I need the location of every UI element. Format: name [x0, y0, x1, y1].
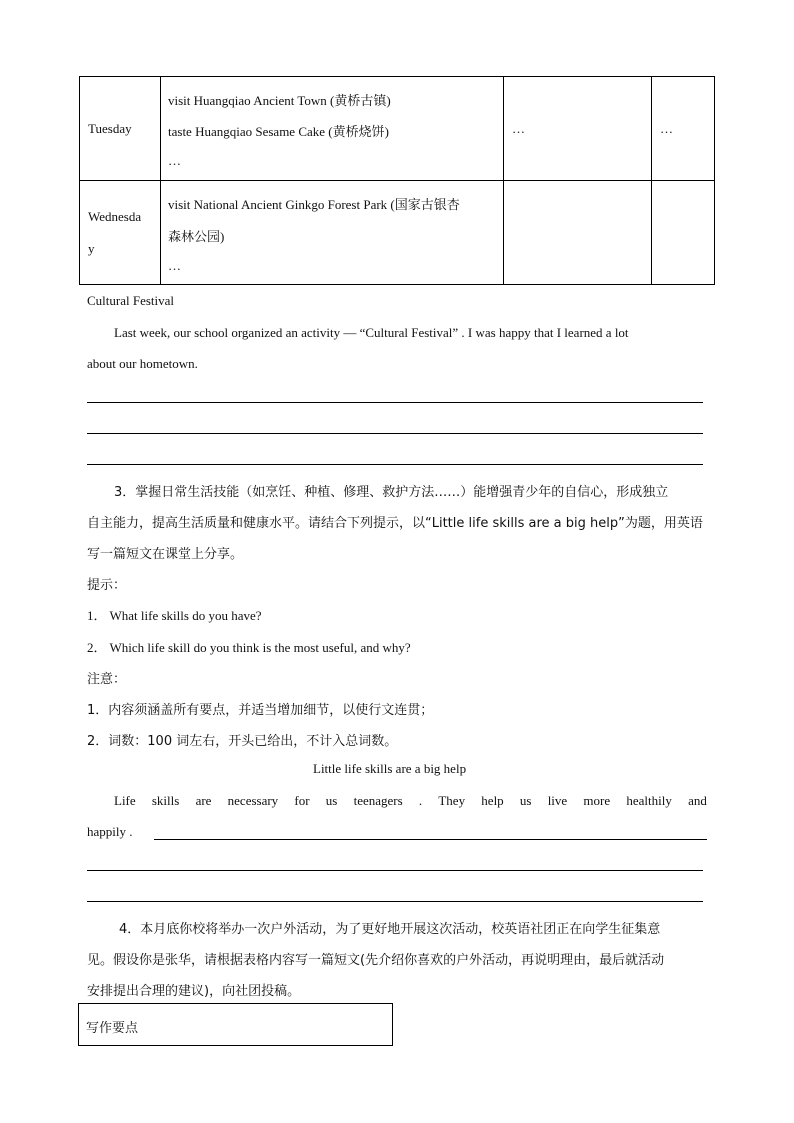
- question-intro: 4．本月底你校将举办一次户外活动，为了更好地开展这次活动，校英语社团正在向学生征集意: [119, 922, 661, 937]
- essay-word: They: [438, 793, 466, 808]
- writing-points-label: 写作要点: [86, 1021, 139, 1036]
- question-intro: 写一篇短文在课堂上分享。: [87, 547, 244, 562]
- writing-line: [87, 870, 703, 871]
- table-cell-activity: taste Huangqiao Sesame Cake (黄桥烧饼): [168, 124, 389, 139]
- table-cell: …: [512, 121, 525, 136]
- table-cell-activity: visit National Ancient Ginkgo Forest Park (国家古银杏: [168, 197, 460, 212]
- essay-word: Life: [114, 793, 136, 808]
- essay-word: necessary: [227, 793, 279, 808]
- table-cell-activity: 森林公园): [168, 229, 225, 244]
- writing-line: [87, 433, 703, 434]
- essay-word: live: [547, 793, 568, 808]
- note-item: 2．词数：100 词左右，开头已给出，不计入总词数。: [87, 734, 398, 749]
- question-intro: 3．掌握日常生活技能（如烹饪、种植、修理、救护方法……）能增强青少年的自信心，形成独立: [114, 485, 669, 500]
- essay-word: skills: [151, 793, 180, 808]
- essay-word: us: [325, 793, 338, 808]
- writing-line: [87, 901, 703, 902]
- writing-line: [87, 402, 703, 403]
- essay-word: more: [583, 793, 611, 808]
- question-intro: 见。假设你是张华，请根据表格内容写一篇短文(先介绍你喜欢的户外活动，再说明理由，最后就活动: [87, 953, 665, 968]
- hint-item: 1． What life skills do you have?: [87, 608, 262, 623]
- essay-word: healthily: [626, 793, 672, 808]
- hint-label: 提示：: [87, 578, 127, 593]
- writing-points-box: [78, 1003, 393, 1046]
- paragraph-line: about our hometown.: [87, 356, 198, 371]
- essay-line: happily .: [87, 824, 133, 839]
- paragraph-line: Last week, our school organized an activity — “Cultural Festival” . I was happy that I learned a lot: [114, 325, 629, 340]
- table-cell-day: Wednesda: [88, 209, 142, 224]
- essay-word: and: [688, 793, 707, 808]
- note-label: 注意：: [87, 672, 127, 687]
- essay-word: teenagers: [353, 793, 403, 808]
- table-cell-activity: visit Huangqiao Ancient Town (黄桥古镇): [168, 93, 391, 108]
- essay-title: Little life skills are a big help: [313, 761, 467, 776]
- table-cell-day: y: [88, 241, 95, 256]
- section-title: Cultural Festival: [87, 293, 175, 308]
- question-intro: 安排提出合理的建议)，向社团投稿。: [87, 984, 301, 999]
- essay-word: are: [195, 793, 212, 808]
- essay-word: for: [294, 793, 310, 808]
- note-item: 1．内容须涵盖所有要点，并适当增加细节，以使行文连贯；: [87, 703, 434, 718]
- question-intro: 自主能力，提高生活质量和健康水平。请结合下列提示，以“Little life skills are a big help”为题，用英语: [87, 516, 703, 531]
- table-cell-day: Tuesday: [88, 121, 132, 136]
- hint-item: 2． Which life skill do you think is the most useful, and why?: [87, 640, 411, 655]
- table-cell-activity: …: [168, 258, 181, 273]
- writing-line: [87, 464, 703, 465]
- table-row-divider: [80, 180, 714, 181]
- writing-line: [154, 839, 707, 840]
- essay-opening-line: [114, 793, 707, 809]
- table-cell-activity: …: [168, 153, 181, 168]
- essay-word: help: [481, 793, 504, 808]
- table-cell: …: [660, 121, 673, 136]
- schedule-table: [79, 76, 715, 285]
- essay-word: us: [519, 793, 532, 808]
- essay-word: .: [418, 793, 423, 808]
